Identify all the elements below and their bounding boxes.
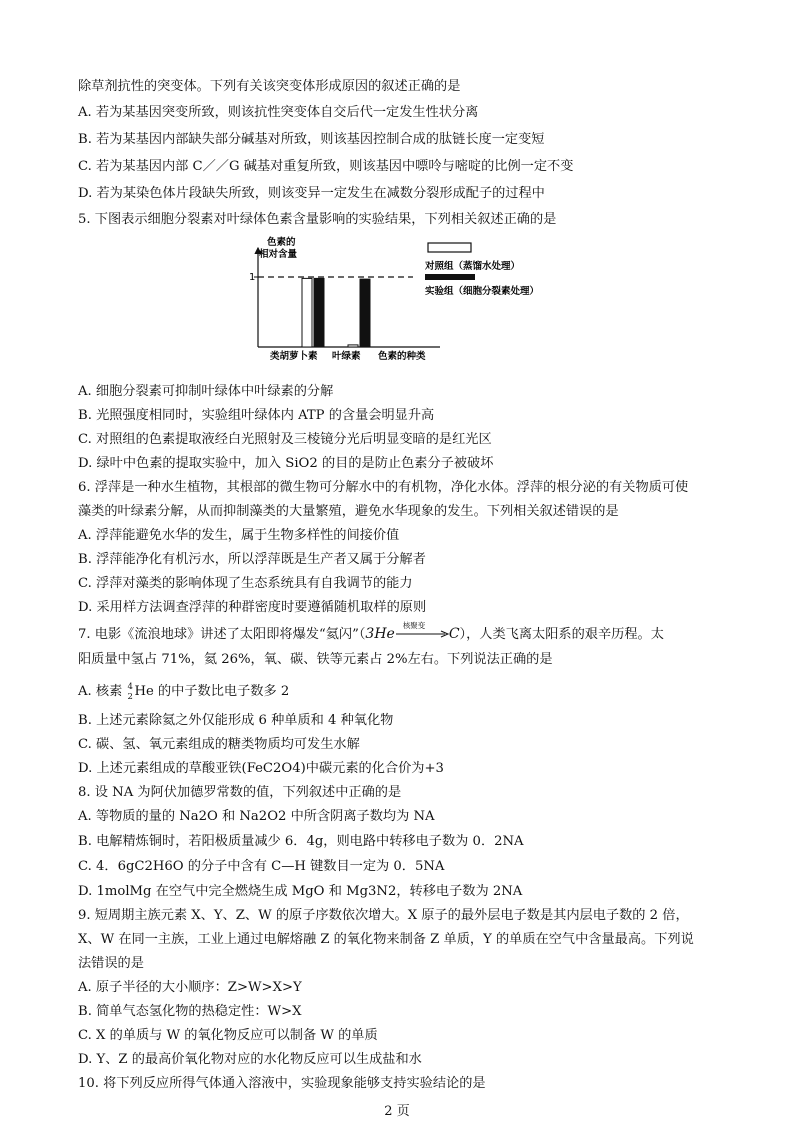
bar-treatment-1 xyxy=(360,279,370,347)
q4-stem-tail: 除草剂抗性的突变体。下列有关该突变体形成原因的叙述正确的是 xyxy=(78,79,461,94)
q9-stem-1: 9. 短周期主族元素 X、Y、Z、W 的原子序数依次增大。X 原子的最外层电子数是其内层电子数的 2 倍， xyxy=(78,908,689,923)
q8-stem: 8. 设 NA 为阿伏加德罗常数的值，下列叙述中正确的是 xyxy=(78,785,402,800)
x-label-chlorophyll: 叶绿素 xyxy=(332,351,361,362)
q4-option-b: B. 若为某基因内部缺失部分碱基对所致，则该基因控制合成的肽链长度一定变短 xyxy=(78,132,545,147)
bar-treatment-0 xyxy=(314,278,324,347)
page-number: 2 页 xyxy=(384,1104,410,1119)
q7-option-a-post: He 的中子数比电子数多 2 xyxy=(134,684,290,699)
q7-stem-post: ），人类飞离太阳系的艰辛历程。太 xyxy=(459,627,664,642)
q9-option-d: D. Y、Z 的最高价氧化物对应的水化物反应可以生成盐和水 xyxy=(78,1052,422,1067)
legend-control-label: 对照组（蒸馏水处理） xyxy=(425,261,521,272)
x-axis-label: 色素的种类 xyxy=(378,351,426,362)
q5-option-d: D. 绿叶中色素的提取实验中，加入 SiO2 的目的是防止色素分子被破坏 xyxy=(78,456,494,471)
y-tick-1: 1 xyxy=(249,272,256,283)
q7-option-a xyxy=(78,683,289,701)
q7-stem-pre: 7. 电影《流浪地球》讲述了太阳即将爆发“氦闪”（ xyxy=(78,627,366,642)
q7-stem-1 xyxy=(78,621,664,644)
q7-option-c: C. 碳、氢、氧元素组成的糖类物质均可发生水解 xyxy=(78,737,360,752)
q7-equation xyxy=(365,621,460,642)
x-label-carotenoid: 类胡萝卜素 xyxy=(270,351,318,362)
q5-option-c: C. 对照组的色素提取液经白光照射及三棱镜分光后明显变暗的是红光区 xyxy=(78,432,492,447)
q9-option-a: A. 原子半径的大小顺序：Z>W>X>Y xyxy=(78,980,302,995)
pigment-content-chart xyxy=(235,232,575,366)
nuclide-mass: 4 xyxy=(127,682,133,692)
nuclide-notation xyxy=(127,682,135,702)
q5-option-a: A. 细胞分裂素可抑制叶绿体中叶绿素的分解 xyxy=(78,384,334,399)
legend-control-swatch xyxy=(428,243,471,252)
q6-option-c: C. 浮萍对藻类的影响体现了生态系统具有自我调节的能力 xyxy=(78,576,413,591)
q8-option-b: B. 电解精炼铜时，若阳极质量减少 6．4g，则电路中转移电子数为 0．2NA xyxy=(78,834,524,849)
q8-option-c: C. 4．6gC2H6O 的分子中含有 C—H 键数目一定为 0．5NA xyxy=(78,859,445,874)
y-axis-label-2: 相对含量 xyxy=(259,249,298,260)
bar-control-1 xyxy=(348,345,358,347)
right-arrow-icon xyxy=(395,630,449,638)
q7-stem-2: 阳质量中氢占 71%，氦 26%，氧、碳、铁等元素占 2%左右。下列说法正确的是 xyxy=(78,652,553,667)
y-axis-label-1: 色素的 xyxy=(267,237,296,248)
q9-option-c: C. X 的单质与 W 的氧化物反应可以制备 W 的单质 xyxy=(78,1028,378,1043)
q6-stem-2: 藻类的叶绿素分解，从而抑制藻类的大量繁殖，避免水华现象的发生。下列相关叙述错误的是 xyxy=(78,504,619,519)
q7-eq-arrow-label: 核聚变 xyxy=(402,621,426,630)
q7-eq-right: C xyxy=(448,626,460,642)
q5-stem: 5. 下图表示细胞分裂素对叶绿体色素含量影响的实验结果，下列相关叙述正确的是 xyxy=(78,212,557,227)
q7-option-d: D. 上述元素组成的草酸亚铁(FeC2O4)中碳元素的化合价为+3 xyxy=(78,761,444,776)
q6-option-a: A. 浮萍能避免水华的发生，属于生物多样性的间接价值 xyxy=(78,528,400,543)
q4-option-a: A. 若为某基因突变所致，则该抗性突变体自交后代一定发生性状分离 xyxy=(78,105,479,120)
legend-treatment-swatch xyxy=(425,274,475,280)
q8-option-a: A. 等物质的量的 Na2O 和 Na2O2 中所含阴离子数均为 NA xyxy=(78,809,435,824)
q7-option-a-pre: A. 核素 xyxy=(78,684,123,699)
legend-treatment-label: 实验组（细胞分裂素处理） xyxy=(425,286,540,297)
q9-stem-3: 法错误的是 xyxy=(78,956,144,971)
q8-option-d: D. 1molMg 在空气中完全燃烧生成 MgO 和 Mg3N2，转移电子数为 2NA xyxy=(78,884,523,899)
q10-stem: 10. 将下列反应所得气体通入溶液中，实验现象能够支持实验结论的是 xyxy=(78,1076,486,1091)
q7-eq-arrow xyxy=(395,621,449,638)
q9-stem-2: X、W 在同一主族，工业上通过电解熔融 Z 的氧化物来制备 Z 单质，Y 的单质在空气中含量最高。下列说 xyxy=(78,932,694,947)
q4-option-c: C. 若为某基因内部 C／／G 碱基对重复所致，则该基因中嘌呤与嘧啶的比例一定不变 xyxy=(78,159,574,174)
q4-option-d: D. 若为某染色体片段缺失所致，则该变异一定发生在减数分裂形成配子的过程中 xyxy=(78,186,545,201)
q7-option-b: B. 上述元素除氦之外仅能形成 6 种单质和 4 种氧化物 xyxy=(78,713,394,728)
nuclide-z: 2 xyxy=(127,692,133,702)
q9-option-b: B. 简单气态氢化物的热稳定性：W>X xyxy=(78,1004,302,1019)
bar-control-0 xyxy=(302,278,312,347)
q7-eq-left: 3He xyxy=(365,626,395,642)
q5-option-b: B. 光照强度相同时，实验组叶绿体内 ATP 的含量会明显升高 xyxy=(78,408,435,423)
q6-option-b: B. 浮萍能净化有机污水，所以浮萍既是生产者又属于分解者 xyxy=(78,552,426,567)
q6-option-d: D. 采用样方法调查浮萍的种群密度时要遵循随机取样的原则 xyxy=(78,600,427,615)
q6-stem-1: 6. 浮萍是一种水生植物，其根部的微生物可分解水中的有机物，净化水体。浮萍的根分泌的有关物质可使 xyxy=(78,480,689,495)
